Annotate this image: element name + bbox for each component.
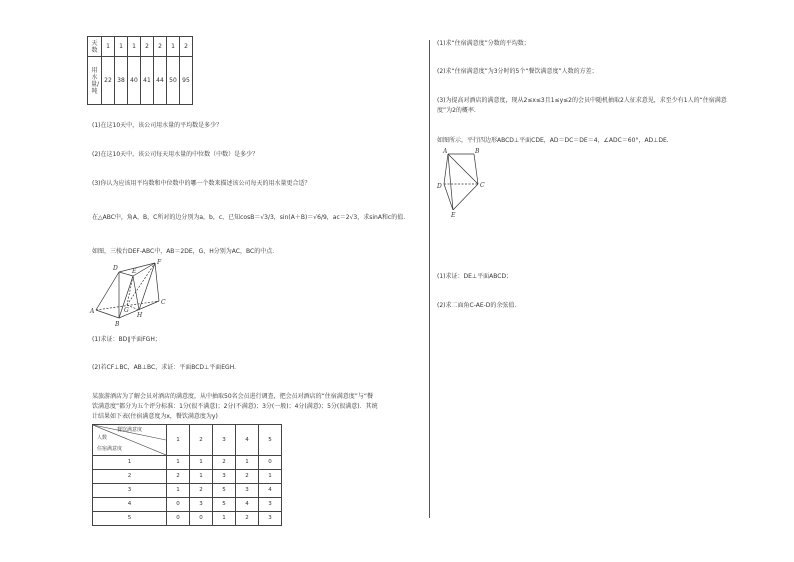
row-header: 1: [93, 456, 167, 470]
label-F: F: [157, 259, 162, 266]
table-cell: 3: [213, 470, 236, 484]
table-cell: 1: [213, 512, 236, 526]
table-cell: 22: [102, 57, 115, 105]
col-header: 2: [190, 425, 213, 456]
parallelogram-intro: 如图所示，平行四边形ABCD⊥平面CDE，AD＝DC＝DE＝4，∠ADC＝60°，AD⊥DE.: [437, 137, 669, 144]
table-row: [93, 484, 282, 498]
table-cell: 95: [180, 57, 193, 105]
header-dining: 餐饮满意度: [117, 427, 143, 433]
table-cell: 1: [190, 470, 213, 484]
table-cell: 50: [167, 57, 180, 105]
table-cell: 1: [115, 37, 128, 57]
label-C: C: [161, 299, 166, 306]
table-row: [93, 470, 282, 484]
table-cell: 3: [259, 512, 282, 526]
col-header: 4: [236, 425, 259, 456]
col-header: 5: [259, 425, 282, 456]
table-cell: 1: [167, 484, 190, 498]
table-cell: 2: [213, 456, 236, 470]
edge-DF: [119, 263, 155, 272]
question-median: (2)在这10天中，该公司每天用水量的中位数（中数）是多少？: [92, 151, 259, 158]
edge-EH: [133, 276, 139, 310]
label-G: G: [124, 307, 129, 314]
col-header: 1: [167, 425, 190, 456]
col-header: 3: [213, 425, 236, 456]
table-cell: 2: [236, 512, 259, 526]
edge-CF: [155, 263, 159, 301]
table-cell: 2: [167, 470, 190, 484]
table-cell: 5: [213, 498, 236, 512]
row-header: 2: [93, 470, 167, 484]
table-row: [88, 57, 193, 105]
hotel-text-line-1: 某旅游酒店为了解会员对酒店的满意度，从中抽取50名会员进行调查，把会员对酒店的“住宿满意度”与“餐: [92, 393, 373, 400]
frustum-figure: [88, 256, 178, 328]
right-question-2: (2)求“住宿满意度”为3分时的5个“餐饮满意度”人数的方差；: [437, 68, 598, 75]
prism-question-2: (2)若CF⊥BC，AB⊥BC，求证：平面BCD⊥平面EGH.: [92, 364, 237, 371]
label-E: E: [132, 268, 137, 275]
right-question-3-line-2: 度”为2的概率.: [437, 107, 476, 114]
table-cell: 1: [167, 37, 180, 57]
table-cell: 41: [141, 57, 154, 105]
hotel-text-line-3: 计结果如下表(住宿满意度为x，餐饮满意度为y): [92, 413, 218, 420]
edge-AE: [448, 154, 453, 210]
parallelogram-question-2: (2)求二面角C-AE-D的余弦值.: [437, 302, 517, 309]
table-header-row: [93, 425, 282, 456]
label-D: D: [113, 265, 118, 272]
parallelogram-figure: [434, 146, 496, 218]
table-cell: 38: [115, 57, 128, 105]
column-divider: [429, 40, 430, 518]
table-row: [93, 498, 282, 512]
right-question-3-line-1: (3)为提高对酒店的满意度，现从2≤x≤3且1≤y≤2的会员中随机抽取2人征求意见，求至少有1人的“住宿满意: [437, 97, 727, 104]
table-cell: 40: [128, 57, 141, 105]
edge-GH: [127, 305, 139, 310]
row-header-days: 天数: [88, 37, 102, 57]
table-cell: 2: [154, 37, 167, 57]
header-lodging: 住宿满意度: [97, 446, 123, 452]
prism-intro: 如图，三棱台DEF-ABC中，AB＝2DE，G，H分别为AC，BC的中点.: [92, 248, 275, 255]
row-header: 4: [93, 498, 167, 512]
edge-CE: [453, 184, 478, 210]
table-cell: 3: [259, 498, 282, 512]
question-mean: (1)在这10天中，该公司用水量的平均数是多少？: [92, 122, 223, 129]
table-cell: 1: [167, 456, 190, 470]
edge-AC: [448, 154, 478, 184]
edge-DE: [119, 272, 133, 276]
table-cell: 2: [236, 470, 259, 484]
label-H: H: [137, 312, 143, 319]
header-count: 人数: [97, 435, 108, 441]
row-header: 5: [93, 512, 167, 526]
label-A: A: [443, 148, 448, 155]
table-cell: 0: [167, 498, 190, 512]
table-cell: 3: [190, 498, 213, 512]
table-cell: 2: [180, 37, 193, 57]
label-B: B: [115, 321, 120, 328]
table-cell: 0: [167, 512, 190, 526]
right-question-1: (1)求“住宿满意度”分数的平均数；: [437, 40, 530, 47]
triangle-problem: 在△ABC中，角A，B，C所对的边分别为a，b，c，已知cosB＝√3/3，sin(A＋B)＝√6/9，ac＝2√3，求sinA和c的值.: [92, 214, 406, 221]
table-row: [88, 37, 193, 57]
table-cell: 4: [259, 484, 282, 498]
table-cell: 1: [128, 37, 141, 57]
label-B: B: [475, 148, 480, 155]
edge-AB: [96, 310, 119, 318]
table-cell: 4: [236, 498, 259, 512]
water-usage-table: [87, 36, 193, 105]
parallelogram-question-1: (1)求证：DE⊥平面ABCD；: [437, 273, 513, 280]
prism-question-1: (1)求证：BD∥平面FGH；: [92, 336, 161, 343]
label-A: A: [90, 308, 95, 315]
table-cell: 0: [190, 512, 213, 526]
table-cell: 3: [236, 484, 259, 498]
edge-BC: [474, 154, 478, 184]
edge-AD: [444, 154, 448, 184]
label-D: D: [437, 183, 442, 190]
hotel-text-line-2: 饮满意度”都分为五个评分标准：1分(很不满意)；2分(不满意)；3分(一般)；4分(满意)；5分(很满意)．其统: [92, 403, 378, 410]
table-cell: 44: [154, 57, 167, 105]
table-cell: 5: [213, 484, 236, 498]
row-header-water: 用水量/吨: [88, 57, 102, 105]
edge-AD: [96, 272, 119, 310]
table-cell: 0: [259, 456, 282, 470]
table-cell: 1: [259, 470, 282, 484]
question-which-measure: (3)你认为应该用平均数和中位数中的哪一个数来描述该公司每天的用水量更合适？: [92, 180, 311, 187]
table-row: [93, 456, 282, 470]
table-cell: 1: [236, 456, 259, 470]
label-C: C: [480, 182, 485, 189]
table-cell: 2: [190, 484, 213, 498]
table-cell: 2: [141, 37, 154, 57]
diagonal-header-cell: [93, 425, 167, 456]
row-header: 3: [93, 484, 167, 498]
label-E: E: [451, 212, 456, 218]
table-row: [93, 512, 282, 526]
edge-HF: [139, 263, 155, 310]
table-cell: 1: [190, 456, 213, 470]
satisfaction-table: [92, 424, 282, 526]
table-cell: 1: [102, 37, 115, 57]
